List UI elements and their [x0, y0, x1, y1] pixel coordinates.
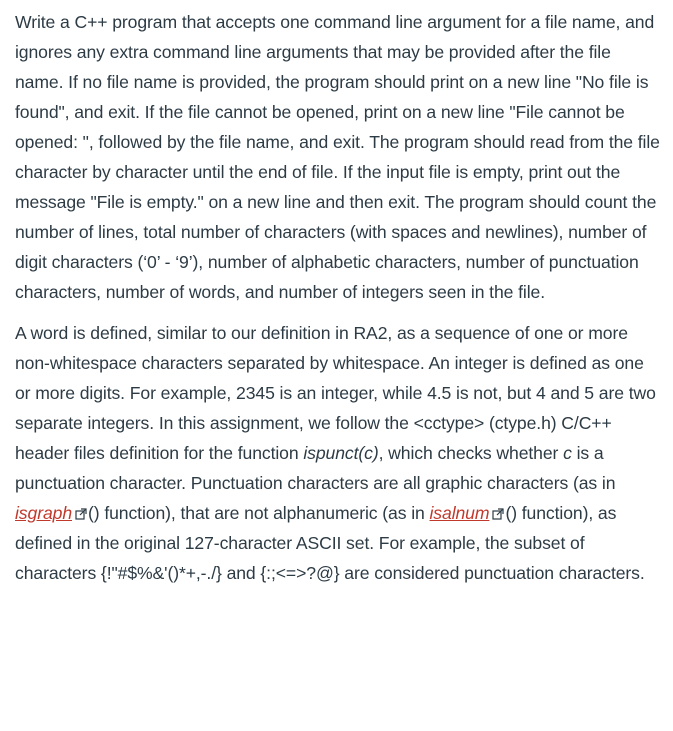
isalnum-link[interactable]: isalnum [429, 503, 490, 523]
isgraph-link[interactable]: isgraph [15, 503, 73, 523]
ispunct-function: ispunct(c) [303, 443, 379, 463]
definitions-text-1: A word is defined, similar to our definition in RA2, as a sequence of one or more non-whitespace characters separated by whitespace. An integer is defined as one or more digits. For example, 2345 is an integer, while 4.5 is not, but 4 and 5 are two separate integers. In this assignment, we follow the <cctype> (ctype.h) C/C++ header files definition for the function [15, 323, 656, 463]
variable-c: c [563, 443, 572, 463]
external-link-icon [492, 508, 504, 520]
definitions-text-5: () function), as defined in the original 127-character ASCII set. For example, the subset of characters {!"#$%&'()*+,-./} and {:;<=>?@} are considered punctuation characters. [15, 503, 645, 583]
paragraph-definitions [15, 318, 661, 588]
definitions-text-3: is a punctuation character. Punctuation characters are all graphic characters (as in [15, 443, 616, 493]
definitions-text-4: () function), that are not alphanumeric (as in [88, 503, 430, 523]
external-link-icon [75, 508, 87, 520]
definitions-text-2: , which checks whether [378, 443, 564, 463]
paragraph-requirements: Write a C++ program that accepts one command line argument for a file name, and ignores any extra command line arguments that may be provided after the file name. If no file name is provided, the program should print on a new line "No file is found", and exit. If the file cannot be opened, print on a new line "File cannot be opened: ", followed by the file name, and exit. The program should read from the file character by character until the end of file. If the input file is empty, print out the message "File is empty." on a new line and then exit. The program should count the number of lines, total number of characters (with spaces and newlines), number of digit characters (‘0’ - ‘9’), number of alphabetic characters, number of punctuation characters, number of words, and number of integers seen in the file. [15, 12, 660, 302]
